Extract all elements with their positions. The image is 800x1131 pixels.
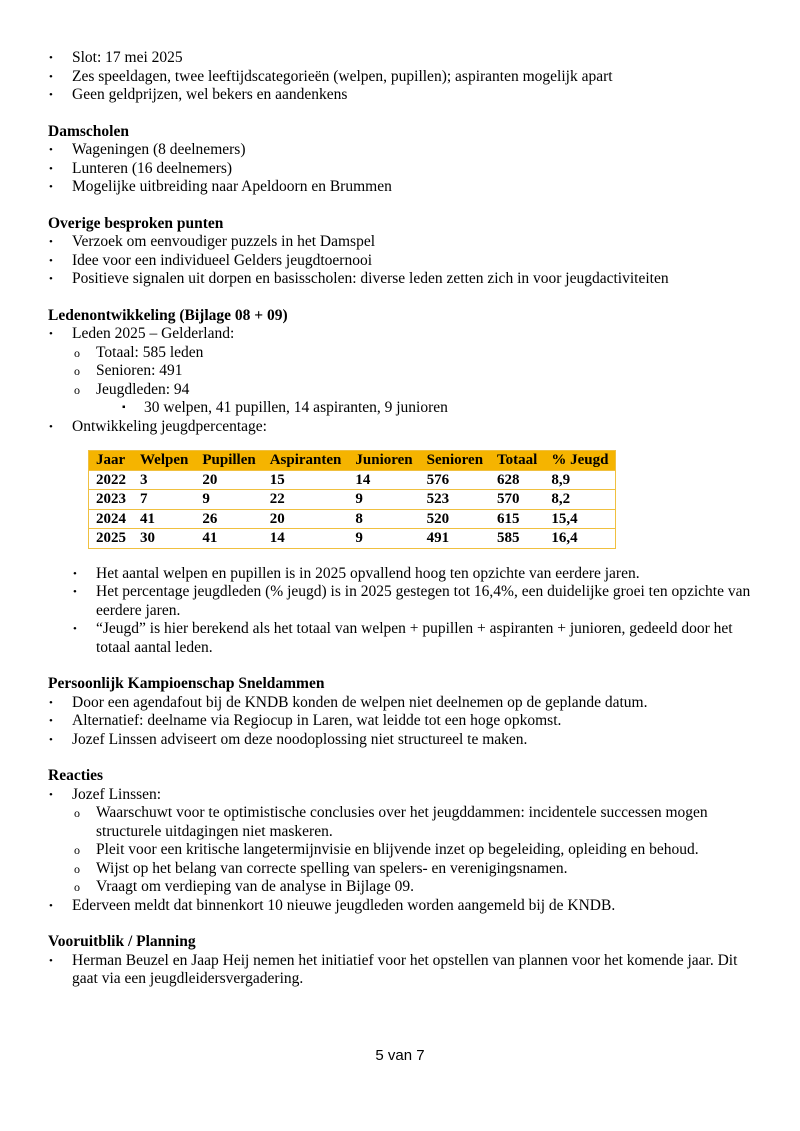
section-heading-pk: Persoonlijk Kampioenschap Sneldammen bbox=[48, 675, 325, 692]
list-item: o Jeugdleden: 94 bbox=[72, 381, 760, 400]
list-item: o Totaal: 585 leden bbox=[72, 344, 760, 363]
table-cell: 14 bbox=[348, 470, 419, 490]
table-cell: 7 bbox=[133, 490, 195, 510]
list-item: o Wijst op het belang van correcte spelling van spelers- en verenigingsnamen. bbox=[72, 860, 760, 879]
reacties-extra-list bbox=[48, 897, 760, 916]
table-cell: 20 bbox=[263, 509, 349, 529]
intro-list bbox=[48, 49, 760, 105]
list-item: • Jozef Linssen adviseert om deze noodoplossing niet structureel te maken. bbox=[48, 731, 760, 750]
leden-sublist bbox=[48, 344, 760, 400]
list-item: • Lunteren (16 deelnemers) bbox=[48, 160, 760, 179]
table-cell: 520 bbox=[420, 509, 490, 529]
list-item: o Pleit voor een kritische langetermijnvisie en blijvende inzet op begeleiding, opleiding en behoud. bbox=[72, 841, 760, 860]
table-cell: 41 bbox=[195, 529, 262, 549]
table-row bbox=[89, 470, 616, 490]
table-cell: 2025 bbox=[89, 529, 134, 549]
table-cell: 2024 bbox=[89, 509, 134, 529]
section-heading-vooruitblik: Vooruitblik / Planning bbox=[48, 933, 196, 950]
page-number: 5 van 7 bbox=[375, 1047, 425, 1064]
table-cell: 41 bbox=[133, 509, 195, 529]
list-item: • Jozef Linssen: bbox=[48, 786, 760, 805]
list-item: • “Jeugd” is hier berekend als het totaal van welpen + pupillen + aspiranten + junioren, gedeeld door het totaal aantal leden. bbox=[72, 620, 760, 657]
table-cell: 628 bbox=[490, 470, 544, 490]
vooruitblik-list bbox=[48, 952, 760, 989]
list-item: • Positieve signalen uit dorpen en basisscholen: diverse leden zetten zich in voor jeugdactiviteiten bbox=[48, 270, 760, 289]
table-cell: 14 bbox=[263, 529, 349, 549]
table-cell: 8,2 bbox=[544, 490, 616, 510]
list-item: • Slot: 17 mei 2025 bbox=[48, 49, 760, 68]
table-row bbox=[89, 529, 616, 549]
list-item: • Het aantal welpen en pupillen is in 2025 opvallend hoog ten opzichte van eerdere jaren. bbox=[72, 565, 760, 584]
list-item: ▪ 30 welpen, 41 pupillen, 14 aspiranten, 9 junioren bbox=[120, 399, 760, 418]
section-heading-overige: Overige besproken punten bbox=[48, 214, 224, 232]
table-row bbox=[89, 490, 616, 510]
list-item: o Vraagt om verdieping van de analyse in Bijlage 09. bbox=[72, 878, 760, 897]
pk-list bbox=[48, 694, 760, 750]
list-item: • Ederveen meldt dat binnenkort 10 nieuwe jeugdleden worden aangemeld bij de KNDB. bbox=[48, 897, 760, 916]
list-item: • Verzoek om eenvoudiger puzzels in het Damspel bbox=[48, 233, 760, 252]
table-cell: 570 bbox=[490, 490, 544, 510]
table-cell: 30 bbox=[133, 529, 195, 549]
table-cell: 8,9 bbox=[544, 470, 616, 490]
list-item: • Herman Beuzel en Jaap Heij nemen het initiatief voor het opstellen van plannen voor het komende jaar. Dit gaat via een jeugdleidersvergadering. bbox=[48, 952, 760, 989]
table-cell: 9 bbox=[348, 490, 419, 510]
table-header: % Jeugd bbox=[544, 451, 616, 471]
table-cell: 15,4 bbox=[544, 509, 616, 529]
section-heading-damscholen: Damscholen bbox=[48, 122, 129, 140]
table-cell: 576 bbox=[420, 470, 490, 490]
list-item: • Mogelijke uitbreiding naar Apeldoorn en Brummen bbox=[48, 178, 760, 197]
list-item: • Ontwikkeling jeugdpercentage: bbox=[48, 418, 760, 437]
table-cell: 20 bbox=[195, 470, 262, 490]
table-cell: 585 bbox=[490, 529, 544, 549]
table-header: Pupillen bbox=[195, 451, 262, 471]
list-item: • Geen geldprijzen, wel bekers en aandenkens bbox=[48, 86, 760, 105]
list-item: • Het percentage jeugdleden (% jeugd) is in 2025 gestegen tot 16,4%, een duidelijke groei ten opzichte van eerdere jaren. bbox=[72, 583, 760, 620]
table-header: Junioren bbox=[348, 451, 419, 471]
table-header: Aspiranten bbox=[263, 451, 349, 471]
list-item: • Zes speeldagen, twee leeftijdscategorieën (welpen, pupillen); aspiranten mogelijk apart bbox=[48, 68, 760, 87]
jeugd-detail-list bbox=[48, 399, 760, 418]
jeugd-table bbox=[88, 450, 616, 549]
overige-list bbox=[48, 233, 760, 289]
table-cell: 22 bbox=[263, 490, 349, 510]
leden-list bbox=[48, 325, 760, 344]
list-item: • Idee voor een individueel Gelders jeugdtoernooi bbox=[48, 252, 760, 271]
section-heading-ledenontwikkeling: Ledenontwikkeling (Bijlage 08 + 09) bbox=[48, 306, 288, 324]
table-cell: 26 bbox=[195, 509, 262, 529]
list-item: • Leden 2025 – Gelderland: bbox=[48, 325, 760, 344]
table-cell: 15 bbox=[263, 470, 349, 490]
notes-list bbox=[48, 565, 760, 658]
table-cell: 9 bbox=[348, 529, 419, 549]
table-header: Jaar bbox=[89, 451, 134, 471]
table-header-row bbox=[89, 451, 616, 471]
table-header: Totaal bbox=[490, 451, 544, 471]
table-cell: 2022 bbox=[89, 470, 134, 490]
table-cell: 8 bbox=[348, 509, 419, 529]
page-content bbox=[48, 49, 760, 989]
list-item: • Door een agendafout bij de KNDB konden de welpen niet deelnemen op de geplande datum. bbox=[48, 694, 760, 713]
ontwikkeling-list bbox=[48, 418, 760, 437]
table-header: Welpen bbox=[133, 451, 195, 471]
table-cell: 9 bbox=[195, 490, 262, 510]
reacties-sublist bbox=[48, 804, 760, 897]
table-cell: 2023 bbox=[89, 490, 134, 510]
table-cell: 16,4 bbox=[544, 529, 616, 549]
table-cell: 523 bbox=[420, 490, 490, 510]
table-cell: 615 bbox=[490, 509, 544, 529]
section-heading-reacties: Reacties bbox=[48, 767, 104, 784]
list-item: o Senioren: 491 bbox=[72, 362, 760, 381]
list-item: • Alternatief: deelname via Regiocup in Laren, wat leidde tot een hoge opkomst. bbox=[48, 712, 760, 731]
list-item: • Wageningen (8 deelnemers) bbox=[48, 141, 760, 160]
damscholen-list bbox=[48, 141, 760, 197]
table-row bbox=[89, 509, 616, 529]
table-cell: 491 bbox=[420, 529, 490, 549]
table-cell: 3 bbox=[133, 470, 195, 490]
table-header: Senioren bbox=[420, 451, 490, 471]
list-item: o Waarschuwt voor te optimistische conclusies over het jeugddammen: incidentele successen mogen structurele uitdagingen niet maskeren. bbox=[72, 804, 760, 841]
reacties-list bbox=[48, 786, 760, 805]
